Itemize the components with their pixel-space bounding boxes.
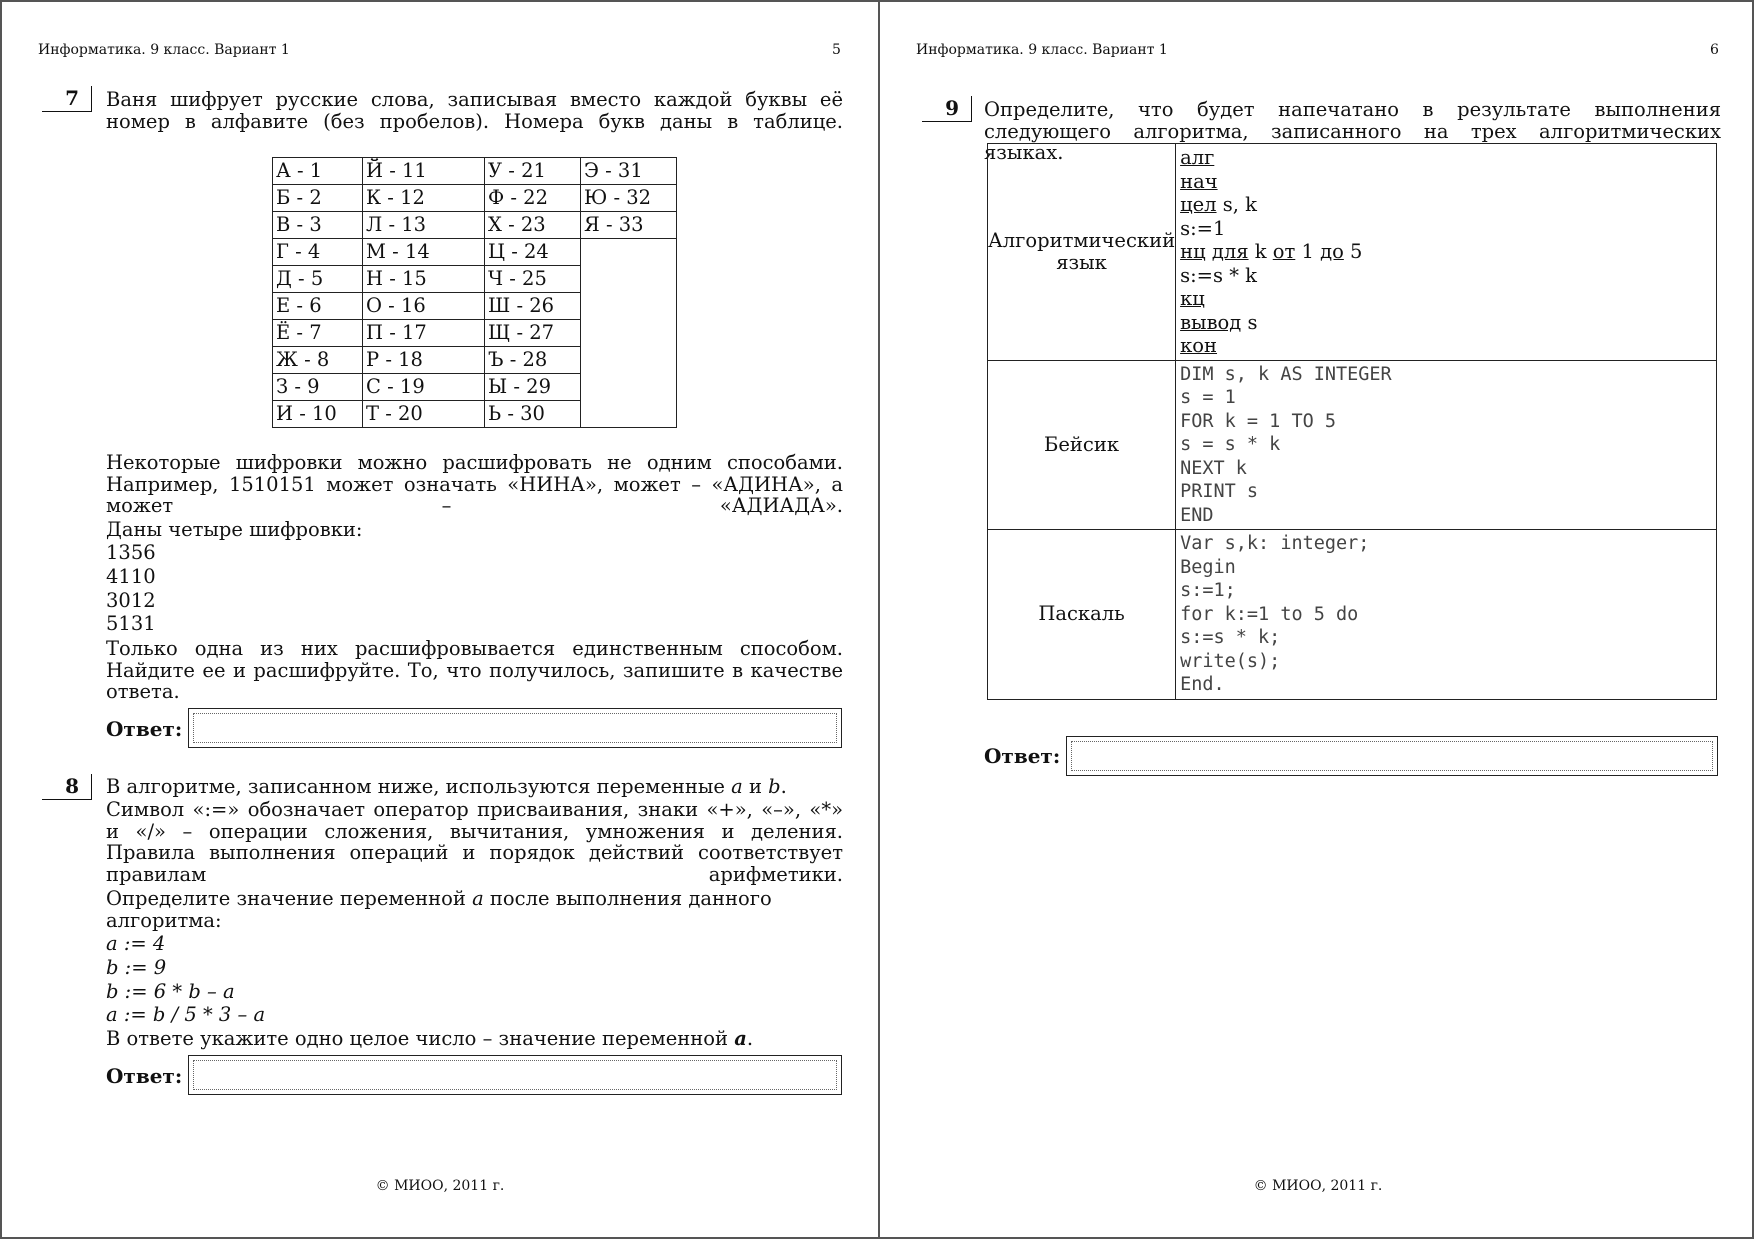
letter-table-cell: Т - 20 <box>363 401 485 428</box>
code-line: End. <box>1180 674 1225 695</box>
task8-line1-text: В алгоритме, записанном ниже, используются переменные <box>106 775 732 798</box>
letter-table-cell: Х - 23 <box>485 212 581 239</box>
code-line: PRINT s <box>1180 481 1259 502</box>
letter-table-cell: Г - 4 <box>273 239 363 266</box>
code-line: s:=1; <box>1180 580 1236 601</box>
task8-answer-field[interactable] <box>188 1055 842 1095</box>
algo-line-1: a := 4 <box>106 932 166 955</box>
lang-name: Бейсик <box>988 360 1176 530</box>
task7-answer-field[interactable] <box>188 708 842 748</box>
letter-table-cell: Щ - 27 <box>485 320 581 347</box>
left-page <box>2 2 878 1237</box>
letter-table-cell: Л - 13 <box>363 212 485 239</box>
task8-final-var: a <box>734 1027 747 1050</box>
algo-row-kumir <box>988 144 1717 361</box>
letter-table-cell: В - 3 <box>273 212 363 239</box>
letter-table-cell: Ь - 30 <box>485 401 581 428</box>
code-keyword: до <box>1320 240 1344 263</box>
letter-table-cell: Р - 18 <box>363 347 485 374</box>
letter-table-cell: З - 9 <box>273 374 363 401</box>
letter-table-row <box>273 212 677 239</box>
right-page <box>880 2 1754 1237</box>
code-keyword: вывод <box>1180 310 1242 334</box>
code-line: цел s, k <box>1180 193 1257 216</box>
lang-name: Паскаль <box>988 530 1176 700</box>
code-cell <box>1176 360 1717 530</box>
task8-paragraph2-text: Определите значение переменной <box>106 887 473 910</box>
lang-name: Алгоритмический язык <box>988 144 1176 361</box>
letter-table-cell: У - 21 <box>485 158 581 185</box>
code-keyword: для <box>1211 240 1249 263</box>
algo-row-pascal <box>988 530 1717 700</box>
letter-table-cell: Н - 15 <box>363 266 485 293</box>
task9-answer-label: Ответ: <box>984 744 1061 768</box>
letter-table-cell: Й - 11 <box>363 158 485 185</box>
letter-table-cell: С - 19 <box>363 374 485 401</box>
letter-table-cell: Э - 31 <box>581 158 677 185</box>
letter-table-cell: Ж - 8 <box>273 347 363 374</box>
task8-paragraph2-suffix: после выполнения данного алгоритма: <box>106 887 772 932</box>
task8-final-suffix: . <box>746 1027 754 1050</box>
code-line: for k:=1 to 5 do <box>1180 603 1359 625</box>
page-number: 5 <box>832 42 841 58</box>
letter-table-cell: Д - 5 <box>273 266 363 293</box>
algorithm-table <box>987 143 1717 700</box>
task8-paragraph1: Символ «:=» обозначает оператор присваивания, знаки «+», «–», «*» и «/» – операции сложения, вычитания, умножения и деления. Правила выполнения операций и порядок действий соответствует правилам арифметики. <box>106 798 843 886</box>
letter-table-cell: Ц - 24 <box>485 239 581 266</box>
code-line: s = 1 <box>1180 387 1236 408</box>
task7-answer-label: Ответ: <box>106 717 183 741</box>
task8-paragraph2 <box>106 888 843 931</box>
code-line: NEXT k <box>1180 457 1247 479</box>
page-header: Информатика. 9 класс. Вариант 1 <box>38 42 290 58</box>
code-line: FOR k = 1 TO 5 <box>1180 410 1337 432</box>
letter-table-cell: Ъ - 28 <box>485 347 581 374</box>
code-line: вывод s <box>1180 310 1258 334</box>
code-line: нц для k от 1 до 5 <box>1180 240 1363 263</box>
code-line: s:=s * k; <box>1180 627 1281 648</box>
letter-table-cell: К - 12 <box>363 185 485 212</box>
code-line: s:=s * k <box>1180 263 1257 287</box>
code-line: DIM s, k AS INTEGER <box>1180 363 1392 385</box>
code-line: s = s * k <box>1180 434 1281 455</box>
code-4: 5131 <box>106 612 156 635</box>
code-line: алг <box>1180 146 1215 169</box>
code-keyword: от <box>1272 240 1296 263</box>
letter-table-cell: Ё - 7 <box>273 320 363 347</box>
task8-final-instruction <box>106 1028 753 1050</box>
task7-paragraph2: Только одна из них расшифровывается единственным способом. Найдите ее и расшифруйте. То, что получилось, запишите в качестве ответа. <box>106 637 843 703</box>
letter-table-cell: И - 10 <box>273 401 363 428</box>
algo-line-4: a := b / 5 * 3 – a <box>106 1003 266 1026</box>
letter-table-cell <box>581 239 677 428</box>
algo-line-3: b := 6 * b – a <box>106 980 235 1003</box>
letter-table-cell: Ю - 32 <box>581 185 677 212</box>
var-a: a <box>731 775 743 798</box>
task8-final-text: В ответе укажите одно целое число – значение переменной <box>106 1027 735 1050</box>
task-number-9: 9 <box>922 96 972 122</box>
task8-line1 <box>106 776 787 798</box>
code-line: нач <box>1180 169 1218 193</box>
code-line: s:=1 <box>1180 216 1226 240</box>
code-line: END <box>1180 504 1214 526</box>
letter-table-cell: Ш - 26 <box>485 293 581 320</box>
task7-given-label: Даны четыре шифровки: <box>106 518 363 541</box>
task8-line1-suffix: . <box>780 775 787 798</box>
code-line: Var s,k: integer; <box>1180 533 1370 554</box>
code-1: 1356 <box>106 541 156 564</box>
page-footer: © МИОО, 2011 г. <box>1253 1178 1383 1194</box>
letter-table-cell: Б - 2 <box>273 185 363 212</box>
task8-line1-and: и <box>742 775 769 798</box>
task-number-8: 8 <box>42 774 92 800</box>
code-line: write(s); <box>1180 650 1281 672</box>
code-line: кц <box>1180 287 1205 310</box>
code-keyword: нц <box>1180 240 1206 263</box>
task-number-7: 7 <box>42 86 92 112</box>
letter-table-row <box>273 185 677 212</box>
letter-table-row <box>273 158 677 185</box>
var-b: b <box>768 775 781 798</box>
code-line: Begin <box>1180 556 1236 578</box>
task8-answer-label: Ответ: <box>106 1064 183 1088</box>
letter-table-cell: М - 14 <box>363 239 485 266</box>
letter-table-cell: О - 16 <box>363 293 485 320</box>
task7-intro: Ваня шифрует русские слова, записывая вместо каждой буквы её номер в алфавите (без пробелов). Номера букв даны в таблице. <box>106 88 843 133</box>
code-cell <box>1176 144 1717 361</box>
code-2: 4110 <box>106 565 156 588</box>
letter-table-cell: А - 1 <box>273 158 363 185</box>
algo-row-basic <box>988 360 1717 530</box>
page-number: 6 <box>1710 42 1719 58</box>
algo-line-2: b := 9 <box>106 956 167 979</box>
letter-number-table <box>272 157 677 428</box>
letter-table-cell: Ф - 22 <box>485 185 581 212</box>
code-line: кон <box>1180 334 1218 357</box>
letter-table-cell: Ч - 25 <box>485 266 581 293</box>
page-footer: © МИОО, 2011 г. <box>375 1178 505 1194</box>
letter-table-cell: Я - 33 <box>581 212 677 239</box>
page-header: Информатика. 9 класс. Вариант 1 <box>916 42 1168 58</box>
code-cell <box>1176 530 1717 700</box>
letter-table-cell: Е - 6 <box>273 293 363 320</box>
task8-paragraph2-var: a <box>472 887 484 910</box>
task7-paragraph1: Некоторые шифровки можно расшифровать не одним способами. Например, 1510151 может означать «НИНА», может – «АДИНА», а может – «АДИАДА». <box>106 451 843 517</box>
letter-table-cell: П - 17 <box>363 320 485 347</box>
letter-table-cell: Ы - 29 <box>485 374 581 401</box>
task9-answer-field[interactable] <box>1066 736 1718 776</box>
code-3: 3012 <box>106 589 156 612</box>
code-keyword: цел <box>1180 193 1217 216</box>
letter-table-row <box>273 239 677 266</box>
task9-intro: Определите, что будет напечатано в результате выполнения следующего алгоритма, записанного на трех алгоритмических языках. <box>984 98 1721 164</box>
